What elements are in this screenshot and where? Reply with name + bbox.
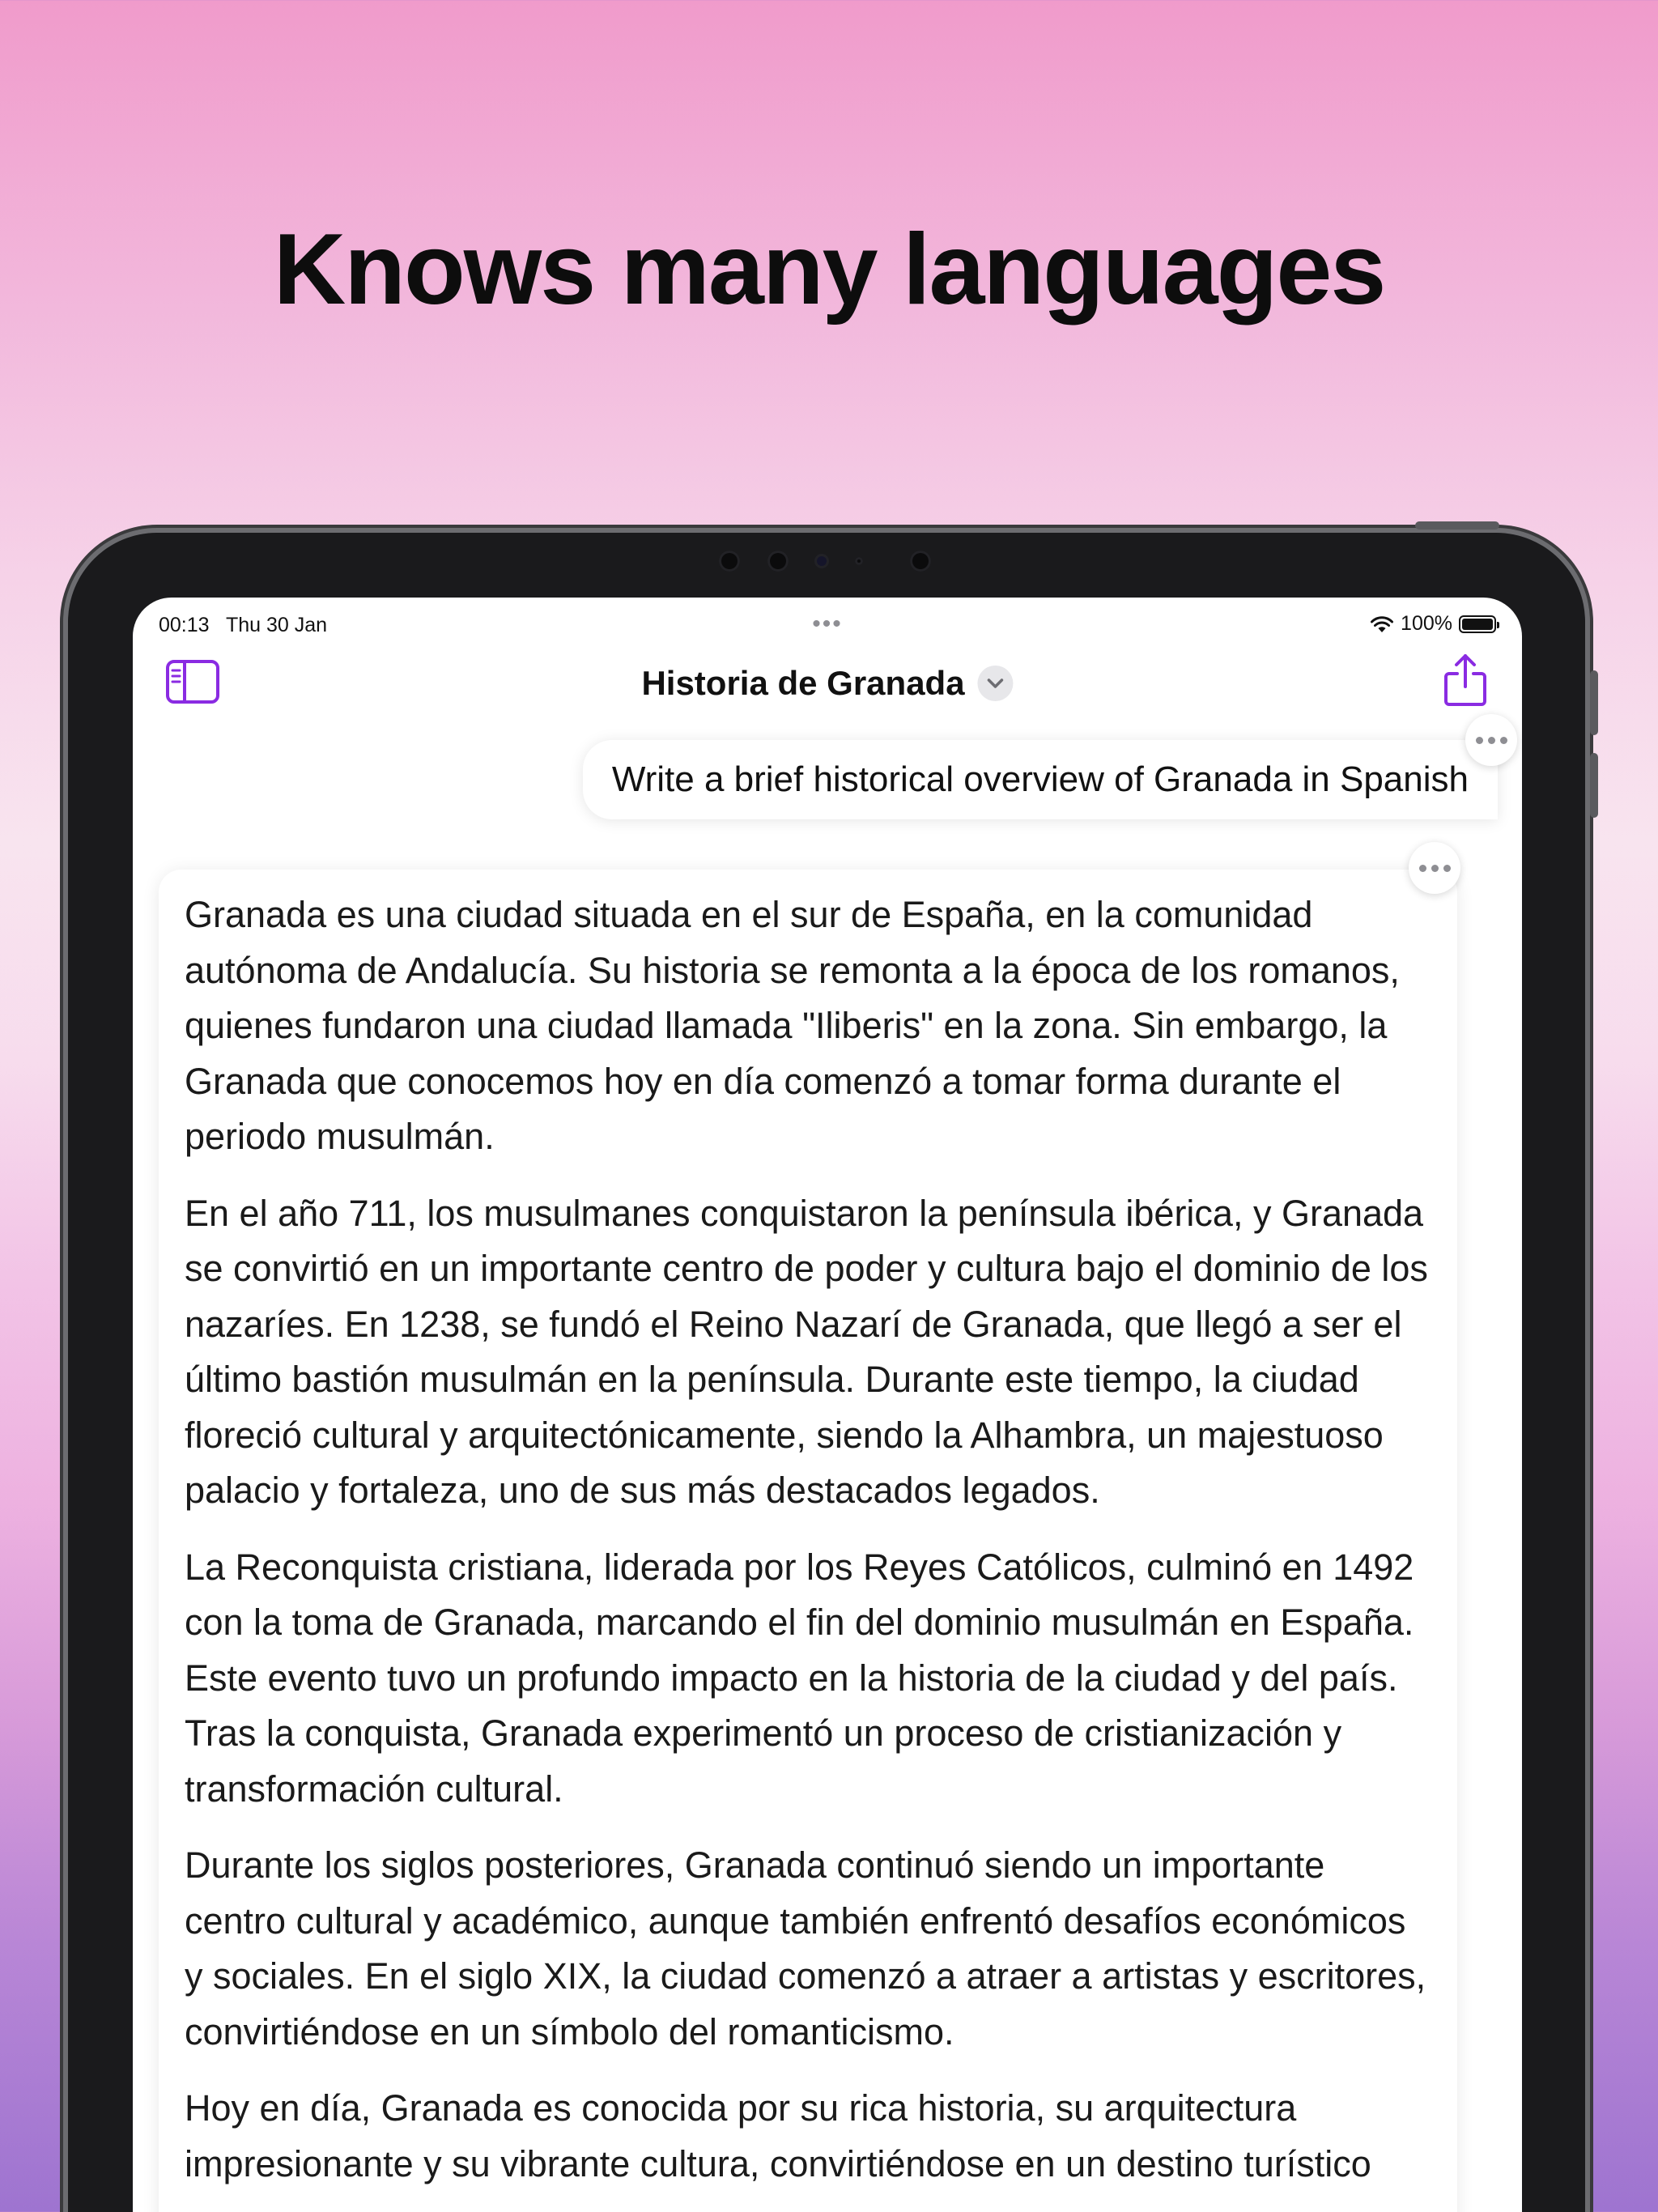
more-dot [1419, 865, 1426, 872]
more-dot [1488, 737, 1495, 744]
status-time-date [159, 614, 327, 637]
more-dot [1443, 865, 1451, 872]
chat-title-menu[interactable] [641, 664, 1013, 703]
battery-level-fill [1462, 619, 1493, 630]
more-dot [1500, 737, 1507, 744]
battery-icon [1459, 615, 1496, 633]
front-sensor [855, 557, 863, 565]
share-icon [1441, 653, 1490, 708]
user-message-text: Write a brief historical overview of Granada in Spanish [611, 759, 1469, 799]
front-camera [814, 554, 829, 568]
front-sensor [719, 551, 740, 572]
volume-down-button [1590, 753, 1598, 818]
front-sensor [910, 551, 931, 572]
status-time: 00:13 [159, 614, 210, 636]
top-button [1415, 521, 1499, 530]
assistant-paragraph: La Reconquista cristiana, liderada por los Reyes Católicos, culminó en 1492 con la toma de Granada, marcando el fin del dominio musulmán en España. Este evento tuvo un profundo impacto en la historia de la ciudad y del país. Tras la conquista, Granada experimentó un proceso de cristianización y transformación cultural. [185, 1546, 1414, 1810]
status-indicators [1370, 612, 1496, 636]
navigation-bar [133, 646, 1522, 717]
app-screen [133, 598, 1522, 2212]
more-dot [1431, 865, 1439, 872]
status-bar [133, 598, 1522, 643]
user-message-more-button[interactable] [1465, 714, 1517, 766]
wifi-icon [1370, 615, 1394, 633]
more-dot [1476, 737, 1483, 744]
assistant-paragraph: Durante los siglos posteriores, Granada continuó siendo un importante centro cultural y académico, aunque también enfrentó desafíos económicos y sociales. En el siglo XIX, la ciudad comenzó a atraer a artistas y escritores, convirtiéndose en un símbolo del romanticismo. [185, 1844, 1426, 2052]
sidebar-toggle-button[interactable] [165, 659, 220, 704]
title-dropdown-button[interactable] [978, 666, 1014, 701]
multitasking-dots-icon[interactable]: ••• [812, 610, 843, 637]
assistant-paragraph: Granada es una ciudad situada en el sur de España, en la comunidad autónoma de Andalucía. Su historia se remonta a la época de los romanos, quienes fundaron una ciudad llamada "Iliberis" en la zona. Sin embargo, la Granada que conocemos hoy en día comenzó a tomar forma durante el periodo musulmán. [185, 894, 1400, 1157]
assistant-paragraph: Hoy en día, Granada es conocida por su rica historia, su arquitectura impresionante y su vibrante cultura, convirtiéndose en un destino turístico [185, 2087, 1371, 2184]
chat-title: Historia de Granada [641, 664, 965, 702]
marketing-headline: Knows many languages [273, 214, 1385, 325]
user-message-bubble[interactable] [583, 740, 1498, 819]
sidebar-icon [165, 659, 220, 704]
chevron-down-icon [987, 678, 1005, 689]
ipad-frame [68, 533, 1585, 2212]
front-sensor [767, 551, 789, 572]
assistant-message-more-button[interactable] [1409, 842, 1460, 894]
assistant-message-card[interactable] [159, 870, 1457, 2212]
battery-percent: 100% [1401, 612, 1452, 635]
assistant-paragraph: En el año 711, los musulmanes conquistaron la península ibérica, y Granada se convirtió en un importante centro de poder y cultura bajo el dominio de los nazaríes. En 1238, se fundó el Reino Nazarí de Granada, que llegó a ser el último bastión musulmán en la península. Durante este tiempo, la ciudad floreció cultural y arquitectónicamente, siendo la Alhambra, un majestuoso palacio y fortaleza, uno de sus más destacados legados. [185, 1192, 1428, 1511]
volume-up-button [1590, 670, 1598, 735]
status-date: Thu 30 Jan [225, 614, 328, 636]
share-button[interactable] [1441, 653, 1490, 708]
